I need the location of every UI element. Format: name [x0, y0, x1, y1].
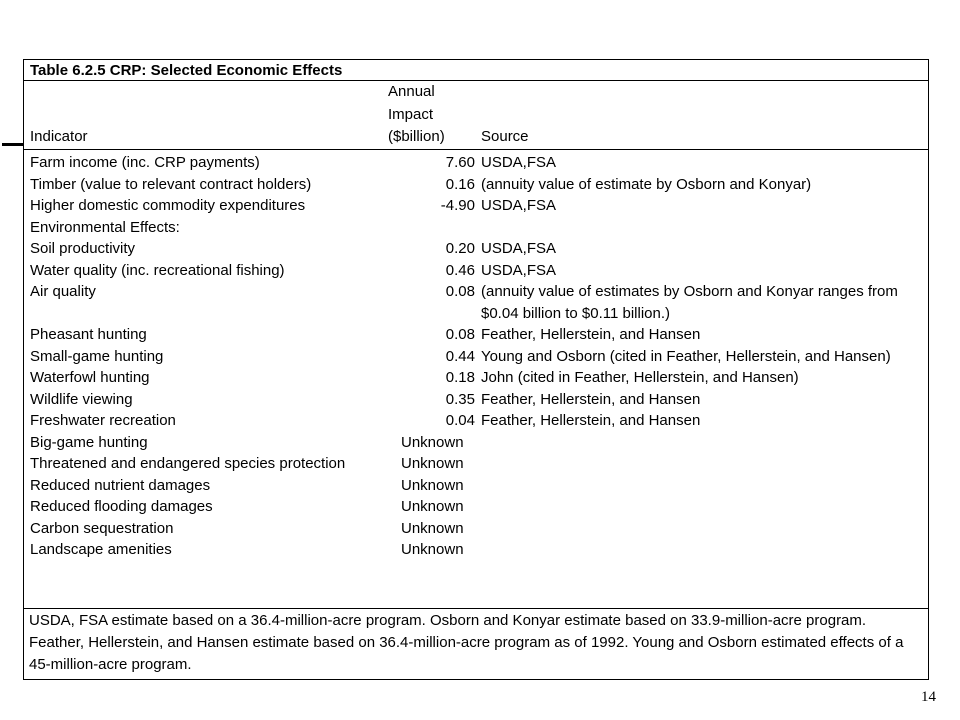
- impact-cell: Unknown: [401, 476, 464, 494]
- impact-cell: -4.90: [440, 197, 475, 214]
- table-row: [24, 152, 928, 174]
- impact-cell: Unknown: [401, 455, 464, 472]
- indicator-cell: Reduced nutrient damages: [30, 476, 211, 494]
- indicator-cell: Reduced flooding damages: [30, 498, 213, 515]
- source-cell: [475, 475, 928, 497]
- table-notes: USDA, FSA estimate based on a 36.4-million-acre program. Osborn and Konyar estimate based on 33.9-million-acre program. Feather, Hellerstein, and Hansen estimate based on 36.4-million-acre program as of 1992. Young and Osborn estimated effects of a 45-million-acre program.: [29, 612, 904, 673]
- table-row: [24, 539, 928, 561]
- table-row: [24, 174, 928, 196]
- indicator-cell: Water quality (inc. recreational fishing): [30, 261, 285, 279]
- header-impact-line2: Impact: [388, 106, 434, 123]
- indicator-cell: Wildlife viewing: [30, 390, 133, 408]
- table-row: [24, 195, 928, 217]
- table-title: Table 6.2.5 CRP: Selected Economic Effects: [30, 62, 343, 79]
- economic-effects-table: [23, 59, 929, 680]
- source-cell: Feather, Hellerstein, and Hansen: [481, 326, 701, 343]
- table-row: [24, 518, 928, 540]
- indicator-cell: Environmental Effects:: [30, 218, 180, 236]
- indicator-cell: Timber (value to relevant contract holders): [30, 175, 312, 193]
- source-cell: Young and Osborn (cited in Feather, Hellerstein, and Hansen): [481, 347, 891, 365]
- impact-cell: Unknown: [401, 519, 464, 537]
- source-cell: Feather, Hellerstein, and Hansen: [481, 390, 701, 408]
- table-row: [24, 238, 928, 260]
- impact-cell: 0.46: [445, 261, 475, 279]
- impact-cell: 0.04: [445, 412, 475, 429]
- header-indicator: Indicator: [30, 128, 88, 145]
- table-row: [24, 475, 928, 497]
- source-cell: USDA,FSA: [481, 261, 557, 279]
- impact-cell: 0.35: [445, 390, 475, 408]
- indicator-cell: Higher domestic commodity expenditures: [30, 197, 306, 214]
- impact-cell: 0.44: [445, 347, 475, 365]
- header-impact-line1: Annual: [388, 83, 435, 100]
- indicator-cell: Waterfowl hunting: [30, 369, 150, 386]
- source-cell: [475, 432, 928, 454]
- source-cell: John (cited in Feather, Hellerstein, and Hansen): [481, 369, 799, 386]
- source-cell: (annuity value of estimate by Osborn and Konyar): [481, 175, 812, 193]
- indicator-cell: Soil productivity: [30, 240, 136, 257]
- table-body: [24, 152, 928, 561]
- impact-cell: Unknown: [401, 541, 464, 558]
- impact-cell: 0.08: [445, 283, 475, 300]
- indicator-cell: Big-game hunting: [30, 433, 148, 451]
- title-divider: [24, 80, 928, 81]
- indicator-cell: Pheasant hunting: [30, 326, 147, 343]
- source-cell: USDA,FSA: [481, 240, 557, 257]
- impact-cell: 0.20: [445, 240, 475, 257]
- impact-cell: Unknown: [401, 433, 464, 451]
- source-cell: [475, 496, 928, 518]
- notes-divider: [24, 608, 928, 609]
- margin-dash: [2, 143, 24, 146]
- table-row: [24, 453, 928, 475]
- indicator-cell: Landscape amenities: [30, 541, 172, 558]
- indicator-cell: Carbon sequestration: [30, 519, 174, 537]
- impact-cell: Unknown: [401, 498, 464, 515]
- indicator-cell: Threatened and endangered species protection: [30, 455, 346, 472]
- table-row: [24, 260, 928, 282]
- table-row: [24, 346, 928, 368]
- impact-cell: [389, 217, 475, 239]
- table-row: [24, 217, 928, 239]
- table-row: [24, 281, 928, 324]
- indicator-cell: Air quality: [30, 283, 96, 300]
- source-cell: Feather, Hellerstein, and Hansen: [481, 412, 701, 429]
- header-source: Source: [481, 128, 529, 145]
- table-row: [24, 324, 928, 346]
- table-row: [24, 496, 928, 518]
- impact-cell: 7.60: [445, 154, 475, 171]
- header-divider: [24, 149, 928, 150]
- table-row: [24, 410, 928, 432]
- source-cell: USDA,FSA: [481, 154, 557, 171]
- page-number: 14: [921, 689, 936, 705]
- source-cell: [475, 453, 928, 475]
- table-row: [24, 432, 928, 454]
- source-cell: [475, 217, 928, 239]
- source-cell: [475, 518, 928, 540]
- impact-cell: 0.08: [445, 326, 475, 343]
- source-cell: USDA,FSA: [481, 197, 557, 214]
- indicator-cell: Small-game hunting: [30, 347, 164, 365]
- impact-cell: 0.18: [445, 369, 475, 386]
- table-row: [24, 389, 928, 411]
- indicator-cell: Farm income (inc. CRP payments): [30, 154, 260, 171]
- source-cell: (annuity value of estimates by Osborn and Konyar ranges from $0.04 billion to $0.11 billion.): [481, 283, 898, 322]
- table-row: [24, 367, 928, 389]
- source-cell: [475, 539, 928, 561]
- impact-cell: 0.16: [445, 175, 475, 193]
- indicator-cell: Freshwater recreation: [30, 412, 176, 429]
- header-impact-line3: ($billion): [388, 128, 445, 145]
